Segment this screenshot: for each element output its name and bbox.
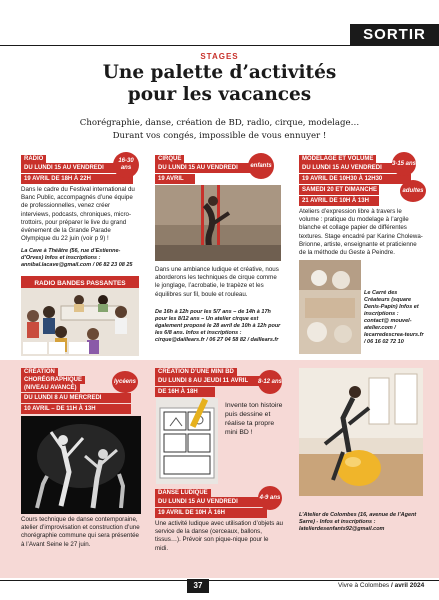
- choreo-category-3: (NIVEAU AVANCÉ): [21, 384, 80, 392]
- page-number: 37: [187, 579, 209, 593]
- modelage-dates-3: SAMEDI 20 ET DIMANCHE: [299, 185, 379, 195]
- modelage-info: Le Carré des Créateurs (square Denis-Papin) Infos et inscriptions : contact@ mouvel-atelier.com / lecarredescrea-teurs.fr / 06 16 02 72 10: [364, 290, 424, 345]
- radio-dates-2: 19 AVRIL DE 18H À 22H: [21, 174, 133, 184]
- danse-age-badge: 4-9 ans: [258, 486, 282, 510]
- bd-age-badge: 8-12 ans: [258, 370, 282, 394]
- section-tab: SORTIR: [350, 24, 439, 46]
- danse-dates-2: 19 AVRIL DE 10H À 16H: [155, 508, 267, 518]
- choreo-photo: [21, 416, 141, 514]
- kicker: STAGES: [200, 52, 239, 61]
- cirque-category: CIRQUE: [155, 155, 184, 163]
- radio-banner-text: RADIO BANDES PASSANTES: [34, 280, 126, 287]
- choreo-body: Cours technique de danse contemporaine, atelier d’improvisation et construction d’une chorégraphie commune qui sera présentée à l’Avant Seine le 27 juin.: [21, 516, 140, 548]
- modelage-photo: [299, 260, 361, 354]
- footer-rule: [0, 580, 439, 581]
- modelage-age-badge-2: adultes: [400, 180, 426, 202]
- modelage-body: Ateliers d’expression libre à travers le volume : pratique du modelage à l’argile blanche et collage papier de différentes textures. Stage encadré par Karine Cholewa-Brionne, artiste, enseignante et praticienne de la méthode du Geste à Peindre.: [299, 208, 423, 257]
- modelage-dates-4: 21 AVRIL DE 10H À 13H: [299, 196, 379, 206]
- cirque-age-badge: enfants: [248, 153, 274, 179]
- cirque-info: De 16h à 12h pour les 5/7 ans – de 14h à 17h pour les 8/12 ans – Un atelier cirque est également proposé le 28 avril de 10h à 12h pour les 6/8 ans. Infos et inscriptions : cirque@daillears.fr / 06 27 04 58 82 / daillears.fr: [155, 309, 281, 343]
- page-title: [0, 62, 439, 106]
- danse-category: DANSE LUDIQUE: [155, 489, 211, 497]
- choreo-category-2: CHORÉGRAPHIQUE: [21, 376, 85, 384]
- cirque-body: Dans une ambiance ludique et créative, nous aborderons les techniques de cirque comme le jonglage, l’acrobatie, le trapèze et les équilibres sur fil, boule et rouleau.: [155, 266, 279, 298]
- radio-body: Dans le cadre du Festival international du Banc Public, accompagnés d’une équipe de professionnelles, venez créer interviews, podcasts, chroniques, micro-trottoirs, pour préparer le live du grand événement de la Grande Parade Olympique du 22 juin (voir p 9) !: [21, 186, 135, 243]
- modelage-dates-2: 19 AVRIL DE 10H30 À 12H30: [299, 174, 411, 184]
- choreo-age-badge: lycéens: [112, 371, 138, 393]
- radio-age-badge: 16-30 ans: [113, 152, 139, 178]
- magazine-name: Vivre à Colombes: [338, 582, 390, 589]
- bd-dates-2: DE 16H À 18H: [155, 387, 215, 397]
- modelage-category: MODELAGE ET VOLUME: [299, 155, 376, 163]
- modelage-age-badge-1: 3-15 ans: [392, 152, 416, 176]
- radio-photo: [21, 276, 139, 356]
- cirque-photo: [155, 185, 281, 261]
- cirque-dates-2: 19 AVRIL: [155, 174, 195, 184]
- modelage-dates-1: DU LUNDI 15 AU VENDREDI: [299, 163, 411, 173]
- choreo-category-1: CRÉATION: [21, 368, 58, 376]
- title-line-2: pour les vacances: [127, 84, 312, 105]
- radio-info: La Cave à Théâtre (56, rue d’Estienne-d’Orves) Infos et inscriptions : annibal.lacave@gmail.com / 06 82 23 08 25: [21, 248, 133, 268]
- danse-body: Une activité ludique avec utilisation d’objets au service de la danse (cerceaux, ballons, tissus…). Prévoir son pique-nique pour le midi.: [155, 520, 283, 552]
- choreo-dates-2: 10 AVRIL – DE 11H À 13H: [21, 404, 131, 414]
- cirque-dates-1: DU LUNDI 15 AU VENDREDI: [155, 163, 267, 173]
- danse-dates-1: DU LUNDI 15 AU VENDREDI: [155, 497, 267, 507]
- header-rule: [0, 45, 439, 46]
- title-line-1: Une palette d’activités: [102, 62, 337, 83]
- bd-category: CRÉATION D’UNE MINI BD: [155, 368, 237, 376]
- atelier-photo: [299, 368, 423, 496]
- radio-category: RADIO: [21, 155, 46, 163]
- atelier-info: L’Atelier de Colombes (16, avenue de l’Agent Sarre) - Infos et inscriptions : latelierdesenfants92@gmail.com: [299, 512, 417, 532]
- bd-photo: [156, 398, 218, 484]
- choreo-dates-1: DU LUNDI 8 AU MERCREDI: [21, 393, 131, 403]
- issue-date: / avril 2024: [391, 582, 425, 589]
- footer-credit: [338, 582, 424, 589]
- subtitle-line-1: Chorégraphie, danse, création de BD, radio, cirque, modelage…: [79, 118, 360, 128]
- subtitle-line-2: Durant vos congés, impossible de vous ennuyer !: [112, 131, 327, 141]
- radio-dates-1: DU LUNDI 15 AU VENDREDI: [21, 163, 133, 173]
- bd-body: Invente ton histoire puis dessine et réalise ta propre mini BD !: [225, 402, 283, 436]
- bd-dates-1: DU LUNDI 8 AU JEUDI 11 AVRIL: [155, 376, 267, 386]
- subtitle: [20, 117, 419, 143]
